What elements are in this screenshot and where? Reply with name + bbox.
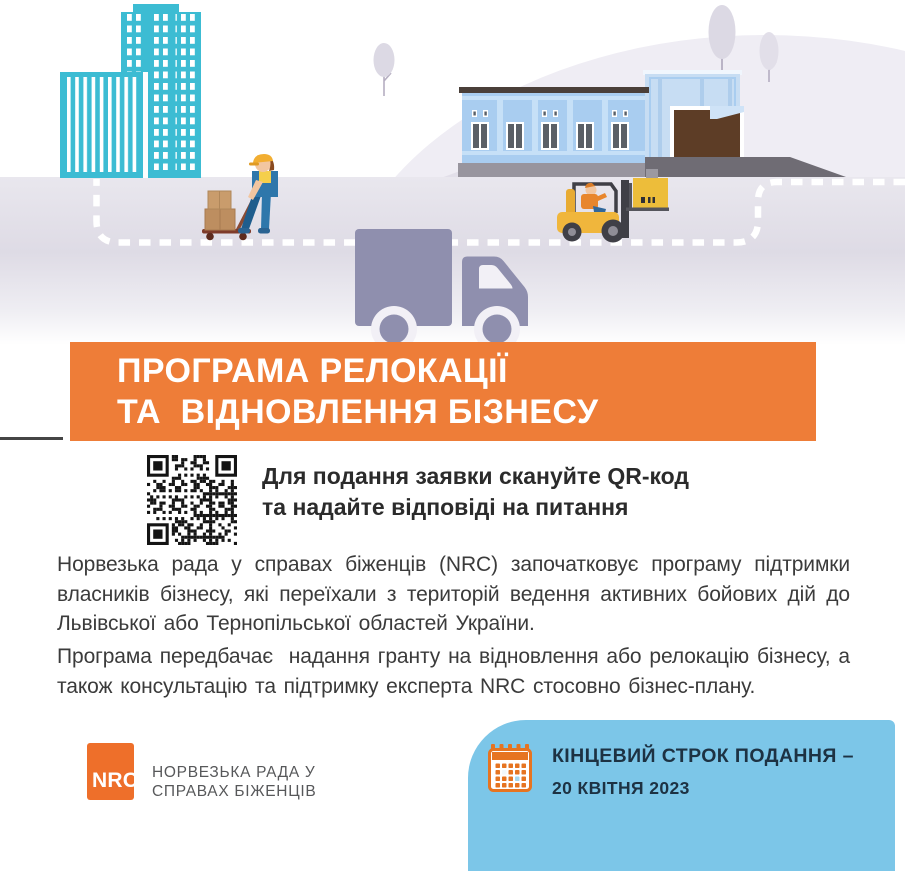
- deadline-text: [552, 745, 854, 799]
- calendar-icon: [488, 744, 532, 792]
- qr-instruction-line2: та надайте відповіді на питання: [262, 494, 629, 520]
- deadline-line2: 20 КВІТНЯ 2023: [552, 778, 690, 798]
- program-title-banner: [70, 342, 816, 441]
- nrc-org-name-line2: СПРАВАХ БІЖЕНЦІВ: [152, 782, 317, 800]
- qr-code-icon: [147, 455, 237, 545]
- striped-building-icon: [60, 72, 148, 178]
- qr-instruction-line1: Для подання заявки скануйте QR-код: [262, 463, 690, 489]
- page-edge-mark: [0, 437, 63, 440]
- program-title-line2: ТА ВІДНОВЛЕННЯ БІЗНЕСУ: [117, 392, 599, 431]
- deadline-panel: [468, 720, 895, 871]
- program-description-paragraph: Норвезька рада у справах біженців (NRC) започатковує програму підтримки власників бізнесу, які переїхали з територій ведення активних бойових дій до Львівської або Тернопільської областей України.: [57, 553, 858, 635]
- nrc-logo: NRC: [87, 743, 134, 800]
- qr-instruction: [262, 461, 689, 523]
- warehouse-door: [674, 110, 740, 163]
- grant-description-paragraph: Програма передбачає надання гранту на відновлення або релокацію бізнесу, а також консультацію та підтримку експерта NRC стосовно бізнес-плану.: [57, 645, 858, 698]
- tree-icon: [374, 43, 395, 96]
- road: [0, 177, 905, 345]
- deadline-line1: КІНЦЕВИЙ СТРОК ПОДАННЯ –: [552, 745, 854, 767]
- nrc-org-name: [152, 764, 316, 801]
- relocation-illustration: [0, 0, 905, 345]
- program-title-line1: ПРОГРАМА РЕЛОКАЦІЇ: [117, 351, 508, 390]
- nrc-org-name-line1: НОРВЕЗЬКА РАДА У: [152, 764, 316, 781]
